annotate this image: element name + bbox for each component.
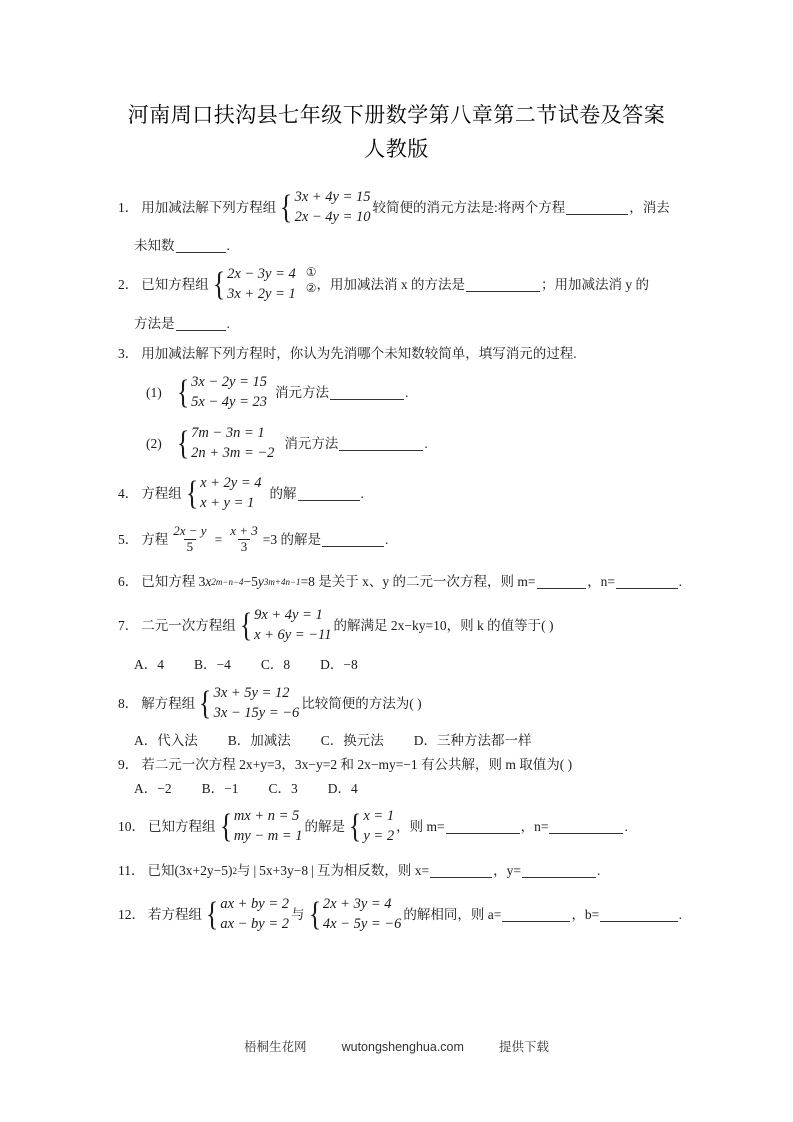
question-11-blank-x[interactable] xyxy=(430,864,492,877)
question-10-eq-2: my − m = 1 xyxy=(233,828,303,844)
question-3-sub-2 xyxy=(118,418,682,470)
question-2-eq-2: 3x + 2y = 1 xyxy=(227,286,296,302)
question-12-eq-2: ax − by = 2 xyxy=(220,916,290,932)
question-7 xyxy=(118,602,682,680)
choice-d[interactable]: D．4 xyxy=(327,781,358,797)
question-10-system-1 xyxy=(218,807,303,846)
left-brace-icon: { xyxy=(308,896,321,934)
question-11-number: 11． xyxy=(118,863,145,879)
question-5-fraction-1 xyxy=(170,524,209,555)
choice-a[interactable]: A．代入法 xyxy=(134,733,198,749)
question-12 xyxy=(118,890,682,940)
question-10-sol-2: y = 2 xyxy=(363,828,395,844)
choice-a[interactable]: A．4 xyxy=(134,657,164,673)
question-3-sub-1-eq-1: 3x − 2y = 15 xyxy=(191,374,268,391)
question-3-sub-2-eq-2: 2n + 3m = −2 xyxy=(191,445,275,461)
question-11 xyxy=(118,852,682,890)
question-5-lead: 方程 xyxy=(141,532,169,548)
abs-bar-open-icon: | xyxy=(253,863,257,879)
question-9-lead: 若二元一次方程 2x+y=3，3x−y=2 和 2x−my=−1 有公共解，则 m 取值为( ) xyxy=(141,757,573,773)
question-3-sub-2-label: (2) xyxy=(146,436,162,452)
question-11-text-a: 已知(3x+2y−5) xyxy=(147,863,233,879)
left-brace-icon: { xyxy=(219,808,232,846)
question-4-system xyxy=(184,474,262,513)
question-2-number: 2． xyxy=(118,277,139,293)
question-1 xyxy=(118,186,682,262)
question-12-after: 的解相同，则 a= xyxy=(403,907,502,923)
question-11-text-d: ，y= xyxy=(493,863,521,879)
choice-c[interactable]: C．8 xyxy=(260,657,291,673)
question-1-after: 较简便的消元方法是:将两个方程 xyxy=(372,200,566,216)
question-3-sub-2-blank[interactable] xyxy=(339,437,423,450)
question-11-blank-y[interactable] xyxy=(522,864,596,877)
question-9 xyxy=(118,754,682,802)
question-11-text-b: 与 xyxy=(236,863,251,879)
question-6-blank-m[interactable] xyxy=(537,575,587,588)
choice-b[interactable]: B．加减法 xyxy=(227,733,291,749)
left-brace-icon: { xyxy=(239,607,253,645)
left-brace-icon: { xyxy=(212,266,226,304)
question-2-line2: 方法是 xyxy=(134,316,175,332)
question-12-blank-a[interactable] xyxy=(502,908,570,921)
question-5-blank[interactable] xyxy=(322,533,384,546)
question-8-eq-1: 3x + 5y = 12 xyxy=(213,685,290,702)
question-2-mid: ；用加减法消 y 的 xyxy=(541,277,650,293)
circled-number-2: ② xyxy=(305,281,317,295)
question-6-text-b: −5 xyxy=(243,574,258,590)
circled-number-1: ① xyxy=(305,264,317,279)
questions-container xyxy=(118,186,682,940)
question-6-var-x: x xyxy=(205,574,212,590)
question-8 xyxy=(118,680,682,754)
question-11-exponent: 2 xyxy=(232,865,237,876)
question-1-line2-tail: . xyxy=(226,238,230,254)
question-7-eq-1: 9x + 4y = 1 xyxy=(254,607,323,624)
left-brace-icon: { xyxy=(206,896,219,934)
question-11-tail: . xyxy=(596,863,601,879)
question-3-sub-1-tail: . xyxy=(405,385,409,401)
question-12-lead: 若方程组 xyxy=(148,907,202,923)
question-7-after: 的解满足 2x−ky=10，则 k 的值等于( ) xyxy=(333,618,554,634)
question-5-number: 5． xyxy=(118,532,139,548)
question-3-sub-2-eq-1: 7m − 3n = 1 xyxy=(191,425,265,442)
question-6-exponent-x: 2m−n−4 xyxy=(211,576,244,587)
left-brace-icon: { xyxy=(176,374,190,412)
fraction-denominator: 5 xyxy=(184,539,197,555)
question-5 xyxy=(118,518,682,562)
question-4-eq-1: x + 2y = 4 xyxy=(200,475,262,492)
question-4 xyxy=(118,470,682,518)
question-2-eq-1: 2x − 3y = 4 xyxy=(227,266,296,283)
question-2-line2-tail: . xyxy=(226,316,230,332)
question-12-eq2-2: 4x − 5y = −6 xyxy=(322,916,402,932)
fraction-numerator: x + 3 xyxy=(230,522,258,538)
page-title xyxy=(0,98,793,166)
question-7-lead: 二元一次方程组 xyxy=(141,618,236,634)
choice-b[interactable]: B．−1 xyxy=(201,781,239,797)
choice-d[interactable]: D．−8 xyxy=(320,657,358,673)
question-2-blank-2[interactable] xyxy=(176,317,226,330)
left-brace-icon: { xyxy=(199,685,212,723)
question-2-equation-labels xyxy=(306,264,317,296)
fraction-denominator: 3 xyxy=(238,539,251,555)
footer-brand: 梧桐生花网 xyxy=(243,1040,307,1054)
footer-site-url: wutongshenghua.com xyxy=(341,1040,464,1054)
question-2-blank-1[interactable] xyxy=(466,278,540,291)
abs-bar-close-icon: | xyxy=(311,863,314,879)
question-11-abs-text: 5x+3y−8 xyxy=(259,863,309,879)
choice-d[interactable]: D．三种方法都一样 xyxy=(413,733,532,749)
left-brace-icon: { xyxy=(349,808,362,846)
question-2-lead: 已知方程组 xyxy=(141,277,209,293)
question-7-eq-2: x + 6y = −11 xyxy=(254,627,332,643)
question-3-sub-1-system xyxy=(175,373,267,412)
choice-c[interactable]: C．3 xyxy=(268,781,298,797)
question-3-sub-1 xyxy=(118,368,682,418)
question-10-system-2 xyxy=(347,807,394,846)
question-2-system xyxy=(211,265,296,304)
question-6-exponent-y: 3m+4n−1 xyxy=(263,576,301,587)
question-8-number: 8． xyxy=(118,696,139,712)
question-8-choices xyxy=(118,728,682,754)
question-12-eq-1: ax + by = 2 xyxy=(220,896,290,913)
question-5-after: =3 的解是 xyxy=(262,532,321,548)
question-10-lead: 已知方程组 xyxy=(148,819,216,835)
choice-a[interactable]: A．−2 xyxy=(134,781,172,797)
footer xyxy=(0,1037,793,1055)
question-3-sub-1-label: (1) xyxy=(146,385,162,401)
question-10-tail: . xyxy=(624,819,628,835)
left-brace-icon: { xyxy=(280,189,293,227)
question-1-system xyxy=(278,188,370,227)
question-1-eq-2: 2x − 4y = 10 xyxy=(294,209,371,225)
choice-b[interactable]: B．−4 xyxy=(194,657,231,673)
question-3-sub-1-after: 消元方法 xyxy=(275,385,330,401)
question-1-line2: 未知数 xyxy=(134,238,175,254)
question-3-sub-2-system xyxy=(175,424,275,463)
question-12-blank-b[interactable] xyxy=(600,908,677,921)
question-12-mid-text: 与 xyxy=(291,907,305,923)
question-3-number: 3． xyxy=(118,346,139,362)
question-6-text-a: 已知方程 3 xyxy=(141,574,206,590)
question-5-equals: = xyxy=(214,532,223,548)
question-10-blank-n[interactable] xyxy=(549,820,623,833)
question-6-text-c: =8 是关于 x、y 的二元一次方程，则 m= xyxy=(300,574,536,590)
question-7-system xyxy=(238,606,332,645)
question-10-eq-1: mx + n = 5 xyxy=(233,808,300,825)
question-1-tail: ，消去 xyxy=(629,200,670,216)
question-10-blank-m[interactable] xyxy=(446,820,520,833)
fraction-numerator: 2x − y xyxy=(173,522,207,538)
question-8-after: 比较简便的方法为( ) xyxy=(301,696,422,712)
footer-note: 提供下载 xyxy=(499,1040,550,1054)
question-10-sol-1: x = 1 xyxy=(363,808,395,825)
question-1-lead: 用加减法解下列方程组 xyxy=(141,200,277,216)
question-6 xyxy=(118,562,682,602)
question-6-blank-n[interactable] xyxy=(616,575,678,588)
question-5-tail: . xyxy=(384,532,389,548)
question-2 xyxy=(118,262,682,340)
question-12-system-2 xyxy=(307,895,402,934)
question-12-system-1 xyxy=(204,895,289,934)
question-3-sub-1-blank[interactable] xyxy=(330,386,404,399)
question-10-number: 10． xyxy=(118,819,145,835)
question-3 xyxy=(118,340,682,470)
left-brace-icon: { xyxy=(185,475,199,513)
question-9-number: 9． xyxy=(118,757,139,773)
question-10-mid-text: 的解是 xyxy=(304,819,346,835)
question-8-eq-2: 3x − 15y = −6 xyxy=(213,705,300,721)
question-10 xyxy=(118,802,682,852)
choice-c[interactable]: C．换元法 xyxy=(320,733,384,749)
question-4-after: 的解 xyxy=(269,486,297,502)
title-line-2: 人教版 xyxy=(364,137,429,161)
question-12-eq2-1: 2x + 3y = 4 xyxy=(322,896,392,913)
question-6-number: 6． xyxy=(118,574,139,590)
question-2-after: ，用加减法消 x 的方法是 xyxy=(316,277,466,293)
question-4-blank[interactable] xyxy=(298,487,360,500)
question-1-number: 1． xyxy=(118,200,139,216)
title-line-1: 河南周口扶沟县七年级下册数学第八章第二节试卷及答案 xyxy=(127,103,666,127)
question-4-tail: . xyxy=(360,486,364,502)
question-4-eq-2: x + y = 1 xyxy=(200,495,255,511)
question-3-sub-2-after: 消元方法 xyxy=(284,436,339,452)
question-8-system xyxy=(197,684,299,723)
question-10-after: ，则 m= xyxy=(396,819,445,835)
question-8-lead: 解方程组 xyxy=(141,696,196,712)
question-10-after-2: ，n= xyxy=(520,819,549,835)
left-brace-icon: { xyxy=(176,425,190,463)
question-7-choices xyxy=(118,650,682,680)
question-9-choices xyxy=(118,776,682,802)
question-3-sub-2-tail: . xyxy=(424,436,428,452)
question-12-number: 12． xyxy=(118,907,145,923)
question-4-lead: 方程组 xyxy=(141,486,182,502)
question-6-tail: . xyxy=(678,574,682,590)
question-1-eq-1: 3x + 4y = 15 xyxy=(294,189,371,206)
question-12-tail: . xyxy=(678,907,682,923)
question-4-number: 4． xyxy=(118,486,139,502)
question-6-text-d: ，n= xyxy=(587,574,616,590)
question-3-sub-1-eq-2: 5x − 4y = 23 xyxy=(191,394,268,410)
question-12-after-2: ，b= xyxy=(571,907,600,923)
question-1-blank-1[interactable] xyxy=(566,201,628,214)
question-7-number: 7． xyxy=(118,618,139,634)
question-1-blank-2[interactable] xyxy=(176,239,226,252)
question-11-text-c: 互为相反数，则 x= xyxy=(316,863,430,879)
question-5-fraction-2 xyxy=(227,524,261,555)
question-6-var-y: y xyxy=(257,574,264,590)
question-3-lead: 用加减法解下列方程时，你认为先消哪个未知数较简单，填写消元的过程. xyxy=(141,346,577,362)
